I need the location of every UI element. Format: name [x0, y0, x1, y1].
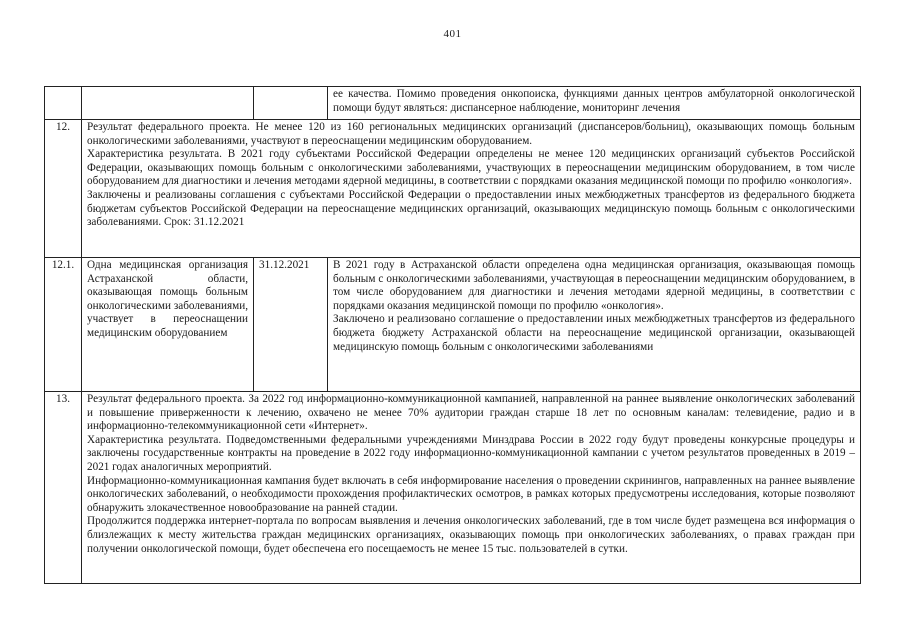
row-12-1-title [82, 258, 254, 392]
row-number-12-1: 12.1. [45, 258, 82, 392]
row-13-characteristic: Характеристика результата. Подведомственными федеральными учреждениями Минздрава России в 2022 году будут проведены конкурсные процедуры и заключены государственные контракты на проведение в 2022 году информационно-коммуникационной кампании с учетом результатов проведенных в 2019 – 2021 годах аналогичных мероприятий. [87, 433, 855, 473]
row-12-1-description [328, 258, 861, 392]
table-row-12 [45, 120, 861, 258]
row-12-1-date: 31.12.2021 [254, 258, 328, 392]
row-12-agreements: Заключены и реализованы соглашения с субъектами Российской Федерации о предоставлении иных межбюджетных трансфертов из федерального бюджета бюджетам субъектов Российской Федерации на переоснащение медицинских организаций, оказывающих медицинскую помощь больным с онкологическими заболеваниями. Срок: 31.12.2021 [87, 188, 855, 229]
empty-title-cell [82, 87, 254, 120]
row-13-campaign: Информационно-коммуникационная кампания будет включать в себя информирование населения о проведении скринингов, направленных на раннее выявление онкологических заболеваний, о необходимости прохождения профилактических осмотров, в рамках которых предусмотрены исследования, которые позволяют обнаружить злокачественное новообразование на ранней стадии. [87, 474, 855, 514]
row-12-1-description-text: В 2021 году в Астраханской области определена одна медицинская организация, оказывающая помощь больным с онкологическими заболеваниями, участвующая в переоснащении медицинским оборудованием, в том числе оборудованием для диагностики и лечения методами ядерной медицины, в соответствии с порядками оказания медицинской помощи по профилю «онкология». [333, 259, 855, 312]
continuation-text [328, 87, 861, 120]
row-12-1-title-text: Одна медицинская организация Астраханской области, оказывающая помощь больным онкологическими заболеваниями, участвует в переоснащении медицинским оборудованием [87, 259, 248, 339]
project-results-table [44, 86, 861, 584]
row-13-content [82, 392, 861, 584]
row-number-12: 12. [45, 120, 82, 258]
empty-number-cell [45, 87, 82, 120]
row-number-13: 13. [45, 392, 82, 584]
row-12-characteristic: Характеристика результата. В 2021 году субъектами Российской Федерации определены не менее 120 медицинских организаций субъектов Российской Федерации, оказывающих помощь больным с онкологическими заболеваниями, участвующих в переоснащении медицинским оборудованием, в том числе оборудованием для диагностики и лечения методами ядерной медицины, в соответствии с порядками оказания медицинской помощи по профилю «онкология». [87, 148, 855, 188]
page-number: 401 [443, 28, 462, 40]
table-row-continuation [45, 87, 861, 120]
row-13-portal: Продолжится поддержка интернет-портала по вопросам выявления и лечения онкологических заболеваний, где в том числе будет размещена вся информация о близлежащих к месту жительства граждан медицинских организациях, оказывающих помощь при онкологических заболеваниях, о правах граждан при получении онкологической помощи, будет обеспечена его посещаемость не менее 15 тыс. пользователей в сутки. [87, 515, 855, 555]
table-row-12-1 [45, 258, 861, 392]
continuation-paragraph: ее качества. Помимо проведения онкопоиска, функциями данных центров амбулаторной онкологической помощи будут являться: диспансерное наблюдение, мониторинг лечения [333, 88, 855, 114]
row-12-result: Результат федерального проекта. Не менее 120 из 160 региональных медицинских организаций (диспансеров/больниц), оказывающих помощь больным онкологическими заболеваниями, участвуют в переоснащении медицинским оборудованием. [87, 121, 855, 147]
row-13-result: Результат федерального проекта. За 2022 год информационно-коммуникационной кампанией, направленной на раннее выявление онкологических заболеваний и повышение приверженности к лечению, охвачено не менее 70% аудитории граждан старше 18 лет по основным каналам: телевидение, радио и в информационно-телекоммуникационной сети «Интернет». [87, 393, 855, 433]
empty-date-cell [254, 87, 328, 120]
row-12-content [82, 120, 861, 258]
table-row-13 [45, 392, 861, 584]
row-12-1-agreement-text: Заключено и реализовано соглашение о предоставлении иных межбюджетных трансфертов из федерального бюджета бюджету Астраханской области на переоснащение медицинской организации, оказывающей медицинскую помощь больным с онкологическими заболеваниями [333, 313, 855, 353]
